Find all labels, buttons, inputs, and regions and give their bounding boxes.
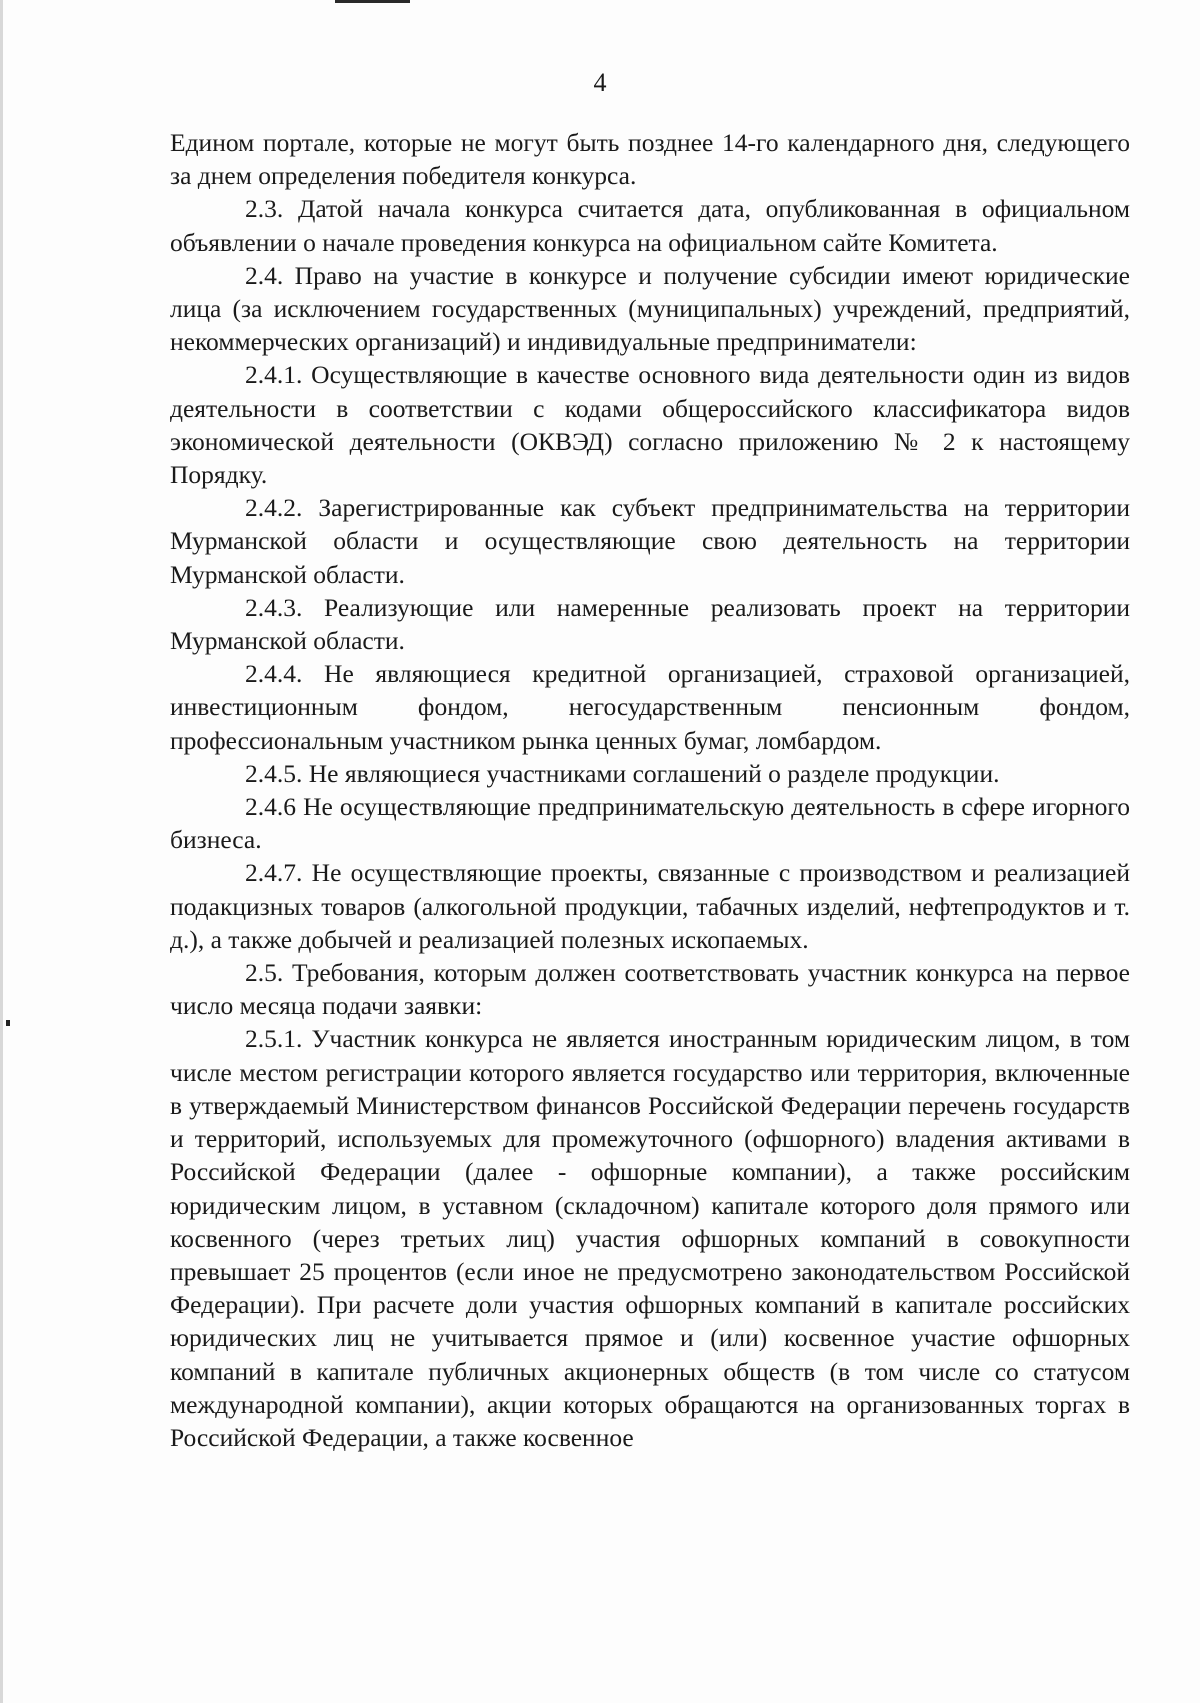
paragraph-continuation: Едином портале, которые не могут быть позднее 14-го календарного дня, следующего за днем определения победителя конкурса. bbox=[170, 128, 1130, 191]
paragraph-2-4-6: 2.4.6 Не осуществляющие предпринимательскую деятельность в сфере игорного бизнеса. bbox=[170, 792, 1130, 855]
paragraph-2-4-7: 2.4.7. Не осуществляющие проекты, связанные с производством и реализацией подакцизных товаров (алкогольной продукции, табачных изделий, нефтепродуктов и т. д.), а также добычей и реализацией полезных ископаемых. bbox=[170, 858, 1130, 954]
paragraph-2-4-5: 2.4.5. Не являющиеся участниками соглашений о разделе продукции. bbox=[245, 758, 1000, 788]
paragraph-2-4-2: 2.4.2. Зарегистрированные как субъект предпринимательства на территории Мурманской области и осуществляющие свою деятельность на территории Мурманской области. bbox=[170, 493, 1130, 589]
paragraph-2-5-1: 2.5.1. Участник конкурса не является иностранным юридическим лицом, в том числе местом регистрации которого является государство или территория, включенные в утверждаемый Министерством финансов Российской Федерации перечень государств и территорий, используемых для промежуточного (офшорного) владения активами в Российской Федерации (далее - офшорные компании), а также российским юридическим лицом, в уставном (складочном) капитале которого доля прямого или косвенного (через третьих лиц) участия офшорных компаний в совокупности превышает 25 процентов (если иное не предусмотрено законодательством Российской Федерации). При расчете доли участия офшорных компаний в капитале российских юридических лиц не учитывается прямое и (или) косвенное участие офшорных компаний в капитале публичных акционерных обществ (в том числе со статусом международной компании), акции которых обращаются на организованных торгах в Российской Федерации, а также косвенное bbox=[170, 1024, 1130, 1452]
paragraph-2-4-3: 2.4.3. Реализующие или намеренные реализовать проект на территории Мурманской области. bbox=[170, 592, 1130, 656]
scan-mark bbox=[335, 0, 410, 3]
paragraph-2-4-4: 2.4.4. Не являющиеся кредитной организацией, страховой организацией, инвестиционным фондом, негосударственным пенсионным фондом, профессиональным участником рынка ценных бумаг, ломбардом. bbox=[170, 659, 1130, 755]
document-body bbox=[170, 126, 1130, 1454]
paragraph-2-5: 2.5. Требования, которым должен соответствовать участник конкурса на первое число месяца подачи заявки: bbox=[170, 958, 1130, 1021]
scan-dot bbox=[6, 1020, 10, 1026]
paragraph-2-4: 2.4. Право на участие в конкурсе и получение субсидии имеют юридические лица (за исключением государственных (муниципальных) учреждений, предприятий, некоммерческих организаций) и индивидуальные предприниматели: bbox=[170, 260, 1130, 357]
paragraph-2-4-1: 2.4.1. Осуществляющие в качестве основного вида деятельности один из видов деятельности в соответствии с кодами общероссийского классификатора видов экономической деятельности (ОКВЭД) согласно приложению № 2 к настоящему Порядку. bbox=[170, 360, 1130, 490]
paragraph-2-3: 2.3. Датой начала конкурса считается дата, опубликованная в официальном объявлении о начале проведения конкурса на официальном сайте Комитета. bbox=[170, 194, 1130, 257]
page-number: 4 bbox=[593, 68, 607, 97]
scan-edge bbox=[0, 0, 3, 1703]
